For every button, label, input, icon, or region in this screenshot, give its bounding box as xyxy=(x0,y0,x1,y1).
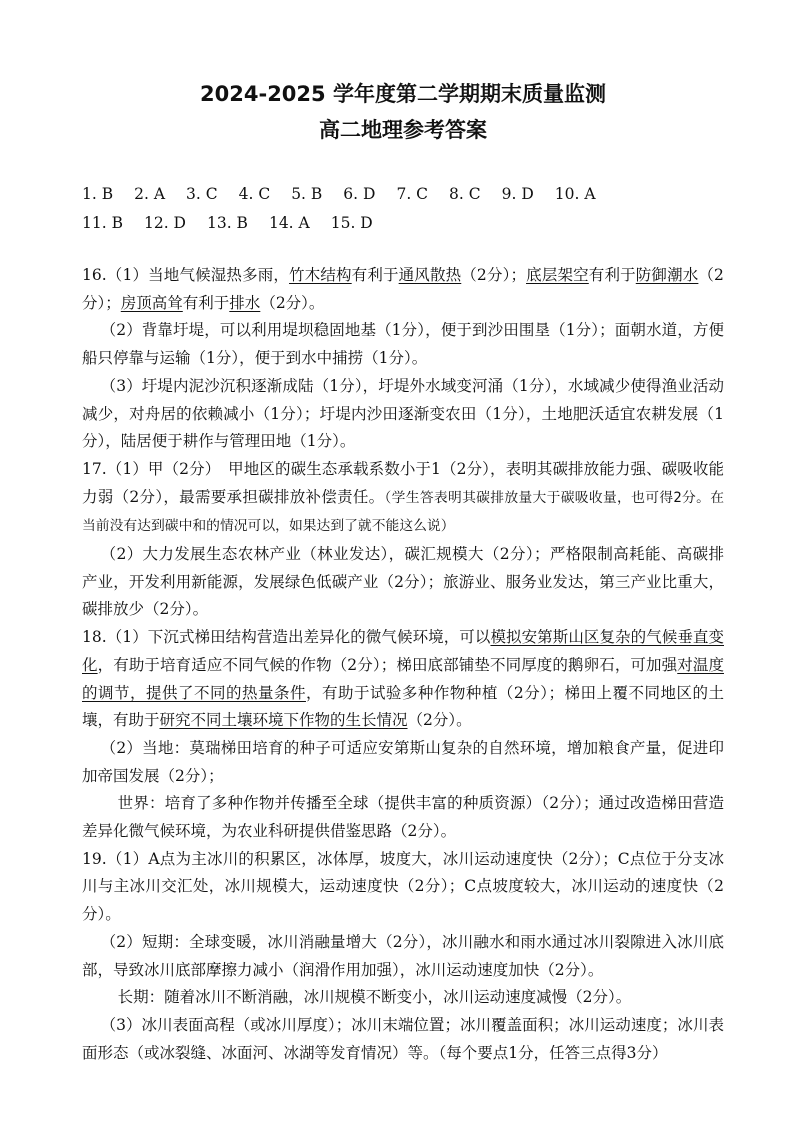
question-17 xyxy=(82,456,724,624)
page-subtitle: 高二地理参考答案 xyxy=(319,118,487,142)
q16-part3: （3）圩堤内泥沙沉积逐渐成陆（1分），圩堤外水域变河涌（1分），水域减少使得渔业活动减少，对舟居的依赖减小（1分）；圩堤内沙田逐渐变农田（1分），土地肥沃适宜农耕发展（1分），陆居便于耕作与管理田地（1分）。 xyxy=(82,376,724,451)
question-19 xyxy=(82,846,724,1068)
text: 有利于 xyxy=(182,293,230,312)
q19-part2-long-term: 长期：随着冰川不断消融，冰川规模不断变小，冰川运动速度减慢（2分）。 xyxy=(117,988,632,1007)
q18-part1 xyxy=(82,624,724,735)
mc-answer: 3. C xyxy=(186,185,218,203)
text: 17.（1）甲（2分） 甲地区的碳生态承载系数小于1（2分），表明其碳排放能力强、碳吸收能力弱（2分），最需要承担碳排放补偿责任。 xyxy=(82,459,724,506)
text: ，有助于培育适应不同气候的作物（2分）；梯田底部铺垫不同厚度的鹅卵石，可加强 xyxy=(97,655,678,674)
key-point: 通风散热 xyxy=(398,266,462,284)
mc-answer: 10. A xyxy=(554,185,596,203)
text: （2分）。 xyxy=(407,711,472,730)
q19-part1: 19.（1）A点为主冰川的积累区，冰体厚，坡度大，冰川运动速度快（2分）；C点位于分支冰川与主冰川交汇处，冰川规模大，运动速度快（2分）；C点坡度较大，冰川运动的速度快（2分）。 xyxy=(82,849,724,924)
q18-part2: （2）当地：莫瑞梯田培育的种子可适应安第斯山复杂的自然环境，增加粮食产量，促进印加帝国发展（2分）； xyxy=(82,738,724,785)
mc-row xyxy=(82,180,724,209)
mc-answer: 14. A xyxy=(268,214,310,232)
mc-answer: 7. C xyxy=(396,185,429,203)
spacer xyxy=(82,238,724,262)
question-18 xyxy=(82,624,724,846)
mc-answer: 15. D xyxy=(330,214,373,232)
text: 有利于 xyxy=(588,266,636,284)
mc-answer: 2. A xyxy=(134,185,166,203)
key-point: 房顶高耸 xyxy=(120,293,183,312)
question-16 xyxy=(82,262,724,456)
q19-part3: （3）冰川表面高程（或冰川厚度）；冰川末端位置；冰川覆盖面积；冰川运动速度；冰川表面形态（或冰裂缝、冰面河、冰湖等发育情况）等。（每个要点1分，任答三点得3分） xyxy=(82,1015,724,1062)
key-point: 研究不同土壤环境下作物的生长情况 xyxy=(159,711,408,730)
key-point: 排水 xyxy=(229,293,261,312)
q18-part3: 世界：培育了多种作物并传播至全球（提供丰富的种质资源）（2分）；通过改造梯田营造差异化微气候环境，为农业科研提供借鉴思路（2分）。 xyxy=(82,794,724,841)
text: 16.（1）当地气候湿热多雨， xyxy=(82,266,290,284)
mc-answer: 12. D xyxy=(143,214,186,232)
text: 有利于 xyxy=(351,266,399,284)
mc-answer: 9. D xyxy=(501,185,534,203)
mc-answer: 13. B xyxy=(206,214,248,232)
mc-answer: 6. D xyxy=(343,185,376,203)
mc-answer: 1. B xyxy=(82,185,114,203)
mc-row xyxy=(82,209,724,238)
q16-part2: （2）背靠圩堤，可以利用堤坝稳固地基（1分），便于到沙田围垦（1分）；面朝水道，方便船只停靠与运输（1分），便于到水中捕捞（1分）。 xyxy=(82,321,724,368)
key-point: 竹木结构 xyxy=(289,266,352,284)
mc-answer: 4. C xyxy=(238,185,271,203)
text: ，有助于试验多种作物种植（2分）；梯田上覆不同地区的土壤，有助于 xyxy=(82,683,724,730)
text: （2分）。 xyxy=(260,293,325,312)
mc-answer: 11. B xyxy=(82,214,123,232)
key-point: 模拟安第斯山区复杂的气候垂直变化 xyxy=(82,628,724,674)
q17-part2: （2）大力发展生态农林产业（林业发达），碳汇规模大（2分）；严格限制高耗能、高碳排产业，开发利用新能源，发展绿色低碳产业（2分）；旅游业、服务业发达，第三产业比重大，碳排放少（2分）。 xyxy=(82,545,724,619)
q17-part1 xyxy=(82,456,724,541)
mc-answer: 8. C xyxy=(449,185,481,203)
key-point: 底层架空 xyxy=(526,266,589,284)
key-point: 对温度的调节，提供了不同的热量条件 xyxy=(82,655,724,702)
page-title: 2024-2025 学年度第二学期期末质量监测 xyxy=(200,82,606,106)
mc-answer: 5. B xyxy=(291,185,323,203)
text: 18.（1）下沉式梯田结构营造出差异化的微气候环境，可以 xyxy=(82,628,491,647)
q19-part2: （2）短期：全球变暖，冰川消融量增大（2分），冰川融水和雨水通过冰川裂隙进入冰川底部，导致冰川底部摩擦力减小（润滑作用加强），冰川运动速度加快（2分）。 xyxy=(82,932,724,979)
grading-note: （学生答表明其碳排放量大于碳吸收量，也可得2分。在当前没有达到碳中和的情况可以，如果达到了就不能这么说） xyxy=(82,489,724,535)
key-point: 防御潮水 xyxy=(635,266,699,284)
text: （2分）； xyxy=(461,266,527,284)
q16-part1 xyxy=(82,262,724,317)
text: （2分）； xyxy=(82,266,724,312)
multiple-choice-answers xyxy=(82,180,724,238)
